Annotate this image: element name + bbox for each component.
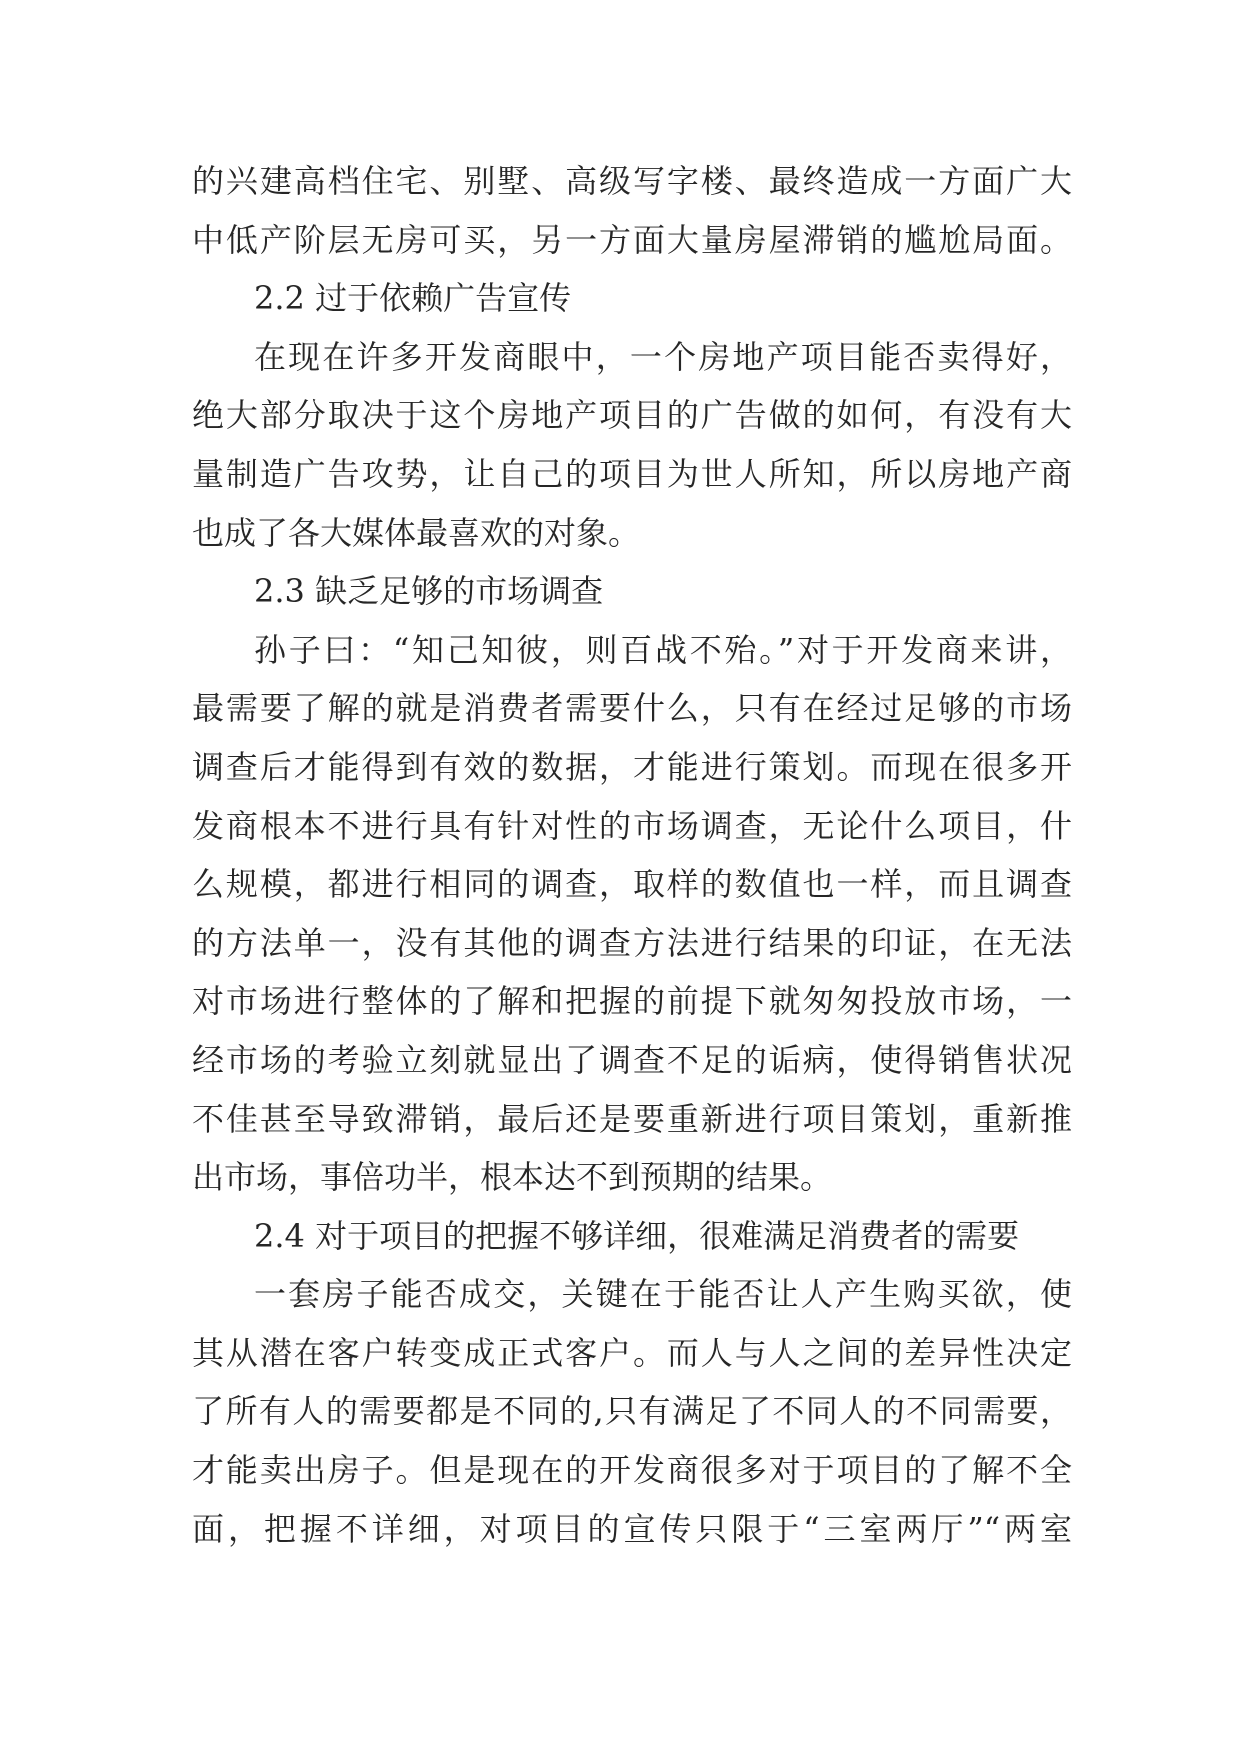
body-text-line: 的方法单一，没有其他的调查方法进行结果的印证，在无法: [192, 923, 1072, 962]
paragraph-first-line: 在现在许多开发商眼中，一个房地产项目能否卖得好，: [254, 337, 1072, 376]
body-text-line: 面，把握不详细，对项目的宣传只限于“三室两厅”“两室: [192, 1509, 1072, 1548]
body-text-line: 的兴建高档住宅、别墅、高级写字楼、最终造成一方面广大: [192, 162, 1072, 200]
body-text-line: 最需要了解的就是消费者需要什么，只有在经过足够的市场: [192, 689, 1072, 728]
body-text-line: 量制造广告攻势，让自己的项目为世人所知，所以房地产商: [192, 454, 1072, 493]
body-text-line: 了所有人的需要都是不同的,只有满足了不同人的不同需要，: [192, 1392, 1072, 1431]
paragraph-first-line: 孙子曰：“知己知彼，则百战不殆。”对于开发商来讲，: [254, 630, 1072, 669]
body-text-line: 其从潜在客户转变成正式客户。而人与人之间的差异性决定: [192, 1333, 1072, 1372]
body-text-line: 经市场的考验立刻就显出了调查不足的诟病，使得销售状况: [192, 1040, 1072, 1079]
body-text-line: 发商根本不进行具有针对性的市场调查，无论什么项目，什: [192, 806, 1072, 845]
body-text-line: 中低产阶层无房可买，另一方面大量房屋滞销的尴尬局面。: [192, 220, 1072, 259]
body-text-line: 绝大部分取决于这个房地产项目的广告做的如何，有没有大: [192, 396, 1072, 435]
section-heading-2-2: 2.2 过于依赖广告宣传: [254, 279, 572, 318]
paragraph-last-line: 出市场，事倍功半，根本达不到预期的结果。: [192, 1158, 833, 1197]
document-body: [192, 152, 1072, 1558]
section-heading-2-3: 2.3 缺乏足够的市场调查: [254, 572, 604, 611]
section-heading-2-4: 2.4 对于项目的把握不够详细，很难满足消费者的需要: [254, 1216, 1020, 1255]
body-text-line: 不佳甚至导致滞销，最后还是要重新进行项目策划，重新推: [192, 1099, 1072, 1138]
body-text-line: 调查后才能得到有效的数据，才能进行策划。而现在很多开: [192, 747, 1072, 786]
body-text-line: 才能卖出房子。但是现在的开发商很多对于项目的了解不全: [192, 1451, 1072, 1490]
body-text-line: 对市场进行整体的了解和把握的前提下就匆匆投放市场，一: [192, 982, 1072, 1021]
body-text-line: 么规模，都进行相同的调查，取样的数值也一样，而且调查: [192, 865, 1072, 904]
paragraph-last-line: 也成了各大媒体最喜欢的对象。: [192, 513, 641, 552]
paragraph-first-line: 一套房子能否成交，关键在于能否让人产生购买欲，使: [254, 1275, 1072, 1314]
